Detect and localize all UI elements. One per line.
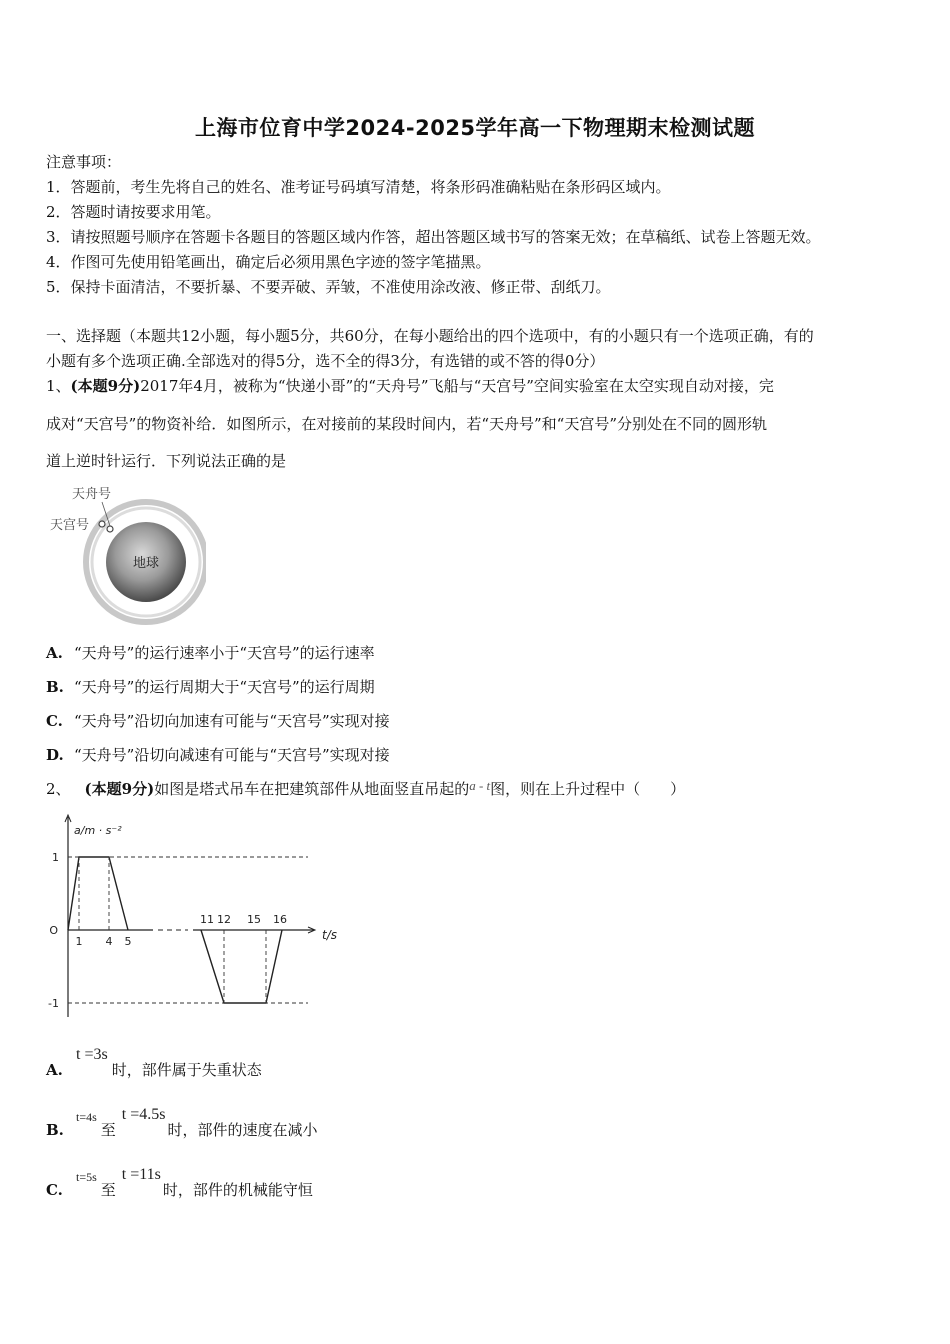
series-line (68, 857, 128, 930)
question-text: 如图是塔式吊车在把建筑部件从地面竖直吊起的 (154, 780, 470, 798)
option-a[interactable] (46, 643, 375, 663)
x-tick-label: 11 (200, 913, 214, 926)
option-letter: B. (46, 678, 64, 696)
x-tick-label: 15 (247, 913, 261, 926)
notice-item: 5．保持卡面清洁，不要折暴、不要弄破、弄皱，不准使用涂改液、修正带、刮纸刀。 (46, 278, 611, 296)
question-2-line1 (46, 779, 685, 800)
question-number: 1、 (46, 377, 71, 395)
q2-option-a[interactable] (46, 1046, 262, 1088)
option-letter: B. (46, 1121, 64, 1139)
math-a-t: a - t (469, 778, 491, 793)
option-c[interactable] (46, 711, 390, 731)
x-tick-label: 16 (273, 913, 287, 926)
option-mid-text: 至 (100, 1181, 116, 1199)
option-text: 时，部件的速度在减小 (167, 1121, 318, 1139)
math-expression: t=5s (76, 1170, 97, 1184)
notice-item: 1．答题前，考生先将自己的姓名、准考证号码填写清楚，将条形码准确粘贴在条形码区域内。 (46, 178, 671, 196)
math-expression: t=4s (76, 1110, 97, 1124)
notice-item: 4．作图可先使用铅笔画出，确定后必须用黑色字迹的签字笔描黑。 (46, 253, 491, 271)
y-axis-label: a/m · s⁻² (74, 824, 122, 837)
section-instructions-line1: 一、选择题（本题共12小题，每小题5分，共60分，在每小题给出的四个选项中，有的小题只有一个选项正确，有的 (46, 327, 814, 345)
page-title: 上海市位育中学2024-2025学年高一下物理期末检测试题 (194, 116, 756, 140)
section-instructions-line2: 小题有多个选项正确.全部选对的得5分，选不全的得3分，有选错的或不答的得0分） (46, 352, 605, 370)
x-tick-label: 12 (217, 913, 231, 926)
y-tick-label: 1 (52, 851, 59, 864)
math-expression: t =11s (121, 1166, 161, 1183)
series-line (201, 930, 282, 1003)
question-points: (本题9分) (84, 780, 155, 798)
q2-option-c[interactable] (46, 1166, 313, 1208)
option-text: “天舟号”沿切向加速有可能与“天宫号”实现对接 (74, 712, 390, 730)
option-text: “天舟号”的运行速率小于“天宫号”的运行速率 (74, 644, 375, 662)
option-d[interactable] (46, 745, 390, 765)
x-tick-label: 1 (75, 935, 83, 948)
option-text: 时，部件的机械能守恒 (162, 1181, 313, 1199)
question-text: 2017年4月，被称为“快递小哥”的“天舟号”飞船与“天宫号”空间实验室在太空实现自动对接，完 (140, 377, 774, 395)
earth-label: 地球 (132, 556, 160, 571)
question-points: (本题9分) (70, 377, 141, 395)
math-expression: t =3s (76, 1046, 108, 1063)
option-letter: D. (46, 746, 64, 764)
x-tick-label: 5 (124, 935, 132, 948)
option-b[interactable] (46, 677, 375, 697)
option-letter: C. (46, 712, 63, 730)
orbit-figure (46, 480, 206, 625)
notice-heading: 注意事项： (46, 153, 122, 171)
x-axis-label: t/s (322, 928, 337, 942)
option-text: “天舟号”沿切向减速有可能与“天宫号”实现对接 (74, 746, 390, 764)
notice-item: 2．答题时请按要求用笔。 (46, 203, 221, 221)
option-letter: A. (46, 1061, 63, 1079)
option-letter: C. (46, 1181, 63, 1199)
question-1-line2: 成对“天宫号”的物资补给．如图所示，在对接前的某段时间内，若“天舟号”和“天宫号”分别处在不同的圆形轨 (46, 415, 768, 433)
option-text: 时，部件属于失重状态 (111, 1061, 262, 1079)
origin-label: O (49, 924, 58, 937)
a-t-chart (46, 812, 356, 1022)
y-tick-label: -1 (48, 997, 59, 1010)
tianzhou-marker (107, 526, 113, 532)
option-letter: A. (46, 644, 63, 662)
tiangong-label: 天宫号 (50, 518, 90, 533)
tianzhou-label: 天舟号 (72, 487, 112, 502)
question-1-line1 (46, 376, 774, 396)
question-number: 2、 (46, 780, 71, 798)
notice-item: 3．请按照题号顺序在答题卡各题目的答题区域内作答，超出答题区域书写的答案无效；在草稿纸、试卷上答题无效。 (46, 228, 821, 246)
option-mid-text: 至 (100, 1121, 116, 1139)
math-expression: t =4.5s (121, 1106, 166, 1123)
q2-option-b[interactable] (46, 1106, 318, 1148)
tiangong-marker (99, 521, 105, 527)
question-1-line3: 道上逆时针运行．下列说法正确的是 (46, 452, 287, 470)
x-tick-label: 4 (105, 935, 113, 948)
option-text: “天舟号”的运行周期大于“天宫号”的运行周期 (74, 678, 375, 696)
question-text: 图，则在上升过程中（ ） (490, 780, 686, 798)
